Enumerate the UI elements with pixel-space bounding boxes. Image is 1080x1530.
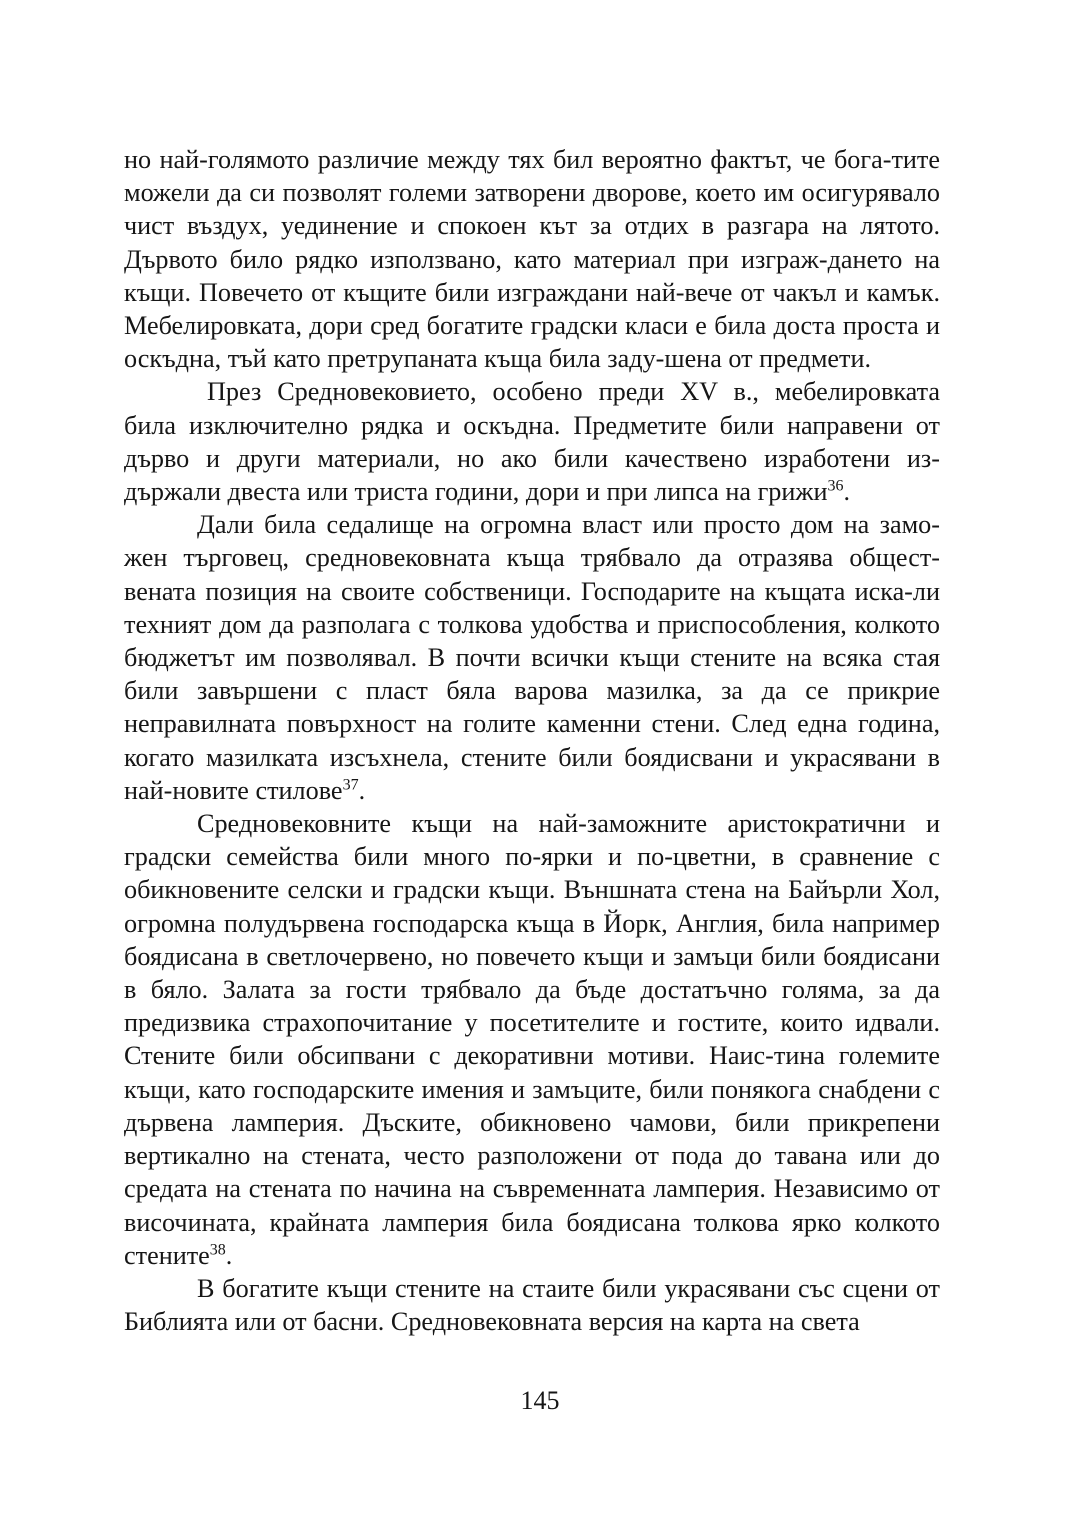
paragraph-4 <box>124 807 940 1272</box>
body-text <box>124 143 940 1338</box>
paragraph-2-text: През Средновековието, особено преди XV в., мебелировката била изключително рядка и оскъдна. Предметите били направени от дърво и други материали, но ако били качествено изработени из-държали двеста или триста години, дори и при липса на грижи <box>124 377 940 507</box>
paragraph-1-text: но най-голямото различие между тях бил вероятно фактът, че бога-тите можели да си позволят големи затворени дворове, което им осигурявало чист въздух, уединение и спокоен кът за отдих в разгара на лятото. Дървото било рядко използвано, като материал при изграж-дането на къщи. Повечето от къщите били изграждани най-вече от чакъл и камък. Мебелировката, дори сред богатите градски класи е била доста проста и оскъдна, тъй като претрупаната къща била заду-шена от предмети. <box>124 145 940 374</box>
paragraph-5-text: В богатите къщи стените на стаите били украсявани със сцени от Библията или от басни. Средновековната версия на карта на света <box>124 1273 940 1337</box>
paragraph-4-text: Средновековните къщи на най-заможните аристократични и градски семейства били много по-ярки и по-цветни, в сравнение с обикновените селски и градски къщи. Външната стена на Байърли Хол, огромна полудървена господарска къща в Йорк, Англия, била например боядисана в светлочервено, но повечето къщи и замъци били боядисани в бяло. Залата за гости трябвало да бъде достатъчно голяма, за да предизвика страхопочитание у посетителите и гостите, които идвали. Стените били обсипвани с декоративни мотиви. Наис-тина големите къщи, като господарските имения и замъците, били понякога снабдени с дървена ламперия. Дъските, обикновено чамови, били прикрепени вертикално на стената, често разположени от пода до тавана или до средата на стената по начина на съвременната ламперия. Независимо от височината, крайната ламперия била боядисана толкова ярко колкото стените <box>124 809 940 1270</box>
paragraph-1 <box>124 143 940 375</box>
paragraph-3-tail: . <box>358 775 366 805</box>
paragraph-3-text: Дали била седалище на огромна власт или просто дом на замо-жен търговец, средновековната къща трябвало да отразява общест-вената позиция на своите собственици. Господарите на къщата иска-ли техният дом да разполага с толкова удобства и приспособления, колкото бюджетът им позволявал. В почти всички къщи стените на всяка стая били завършени с пласт бяла варова мазилка, за да се прикрие неправилната повърхност на голите каменни стени. След една година, когато мазилката изсъхнела, стените били боядисвани и украсявани в най-новите стилове <box>124 510 940 805</box>
footnote-ref-38[interactable]: 38 <box>209 1240 226 1258</box>
footnote-ref-37[interactable]: 37 <box>342 776 359 794</box>
footnote-ref-36[interactable]: 36 <box>827 477 844 495</box>
page-number: 145 <box>520 1386 560 1415</box>
paragraph-2-tail: . <box>843 477 851 507</box>
paragraph-2 <box>124 375 940 508</box>
paragraph-5 <box>124 1272 940 1338</box>
paragraph-3 <box>124 508 940 807</box>
paragraph-4-tail: . <box>225 1240 233 1270</box>
